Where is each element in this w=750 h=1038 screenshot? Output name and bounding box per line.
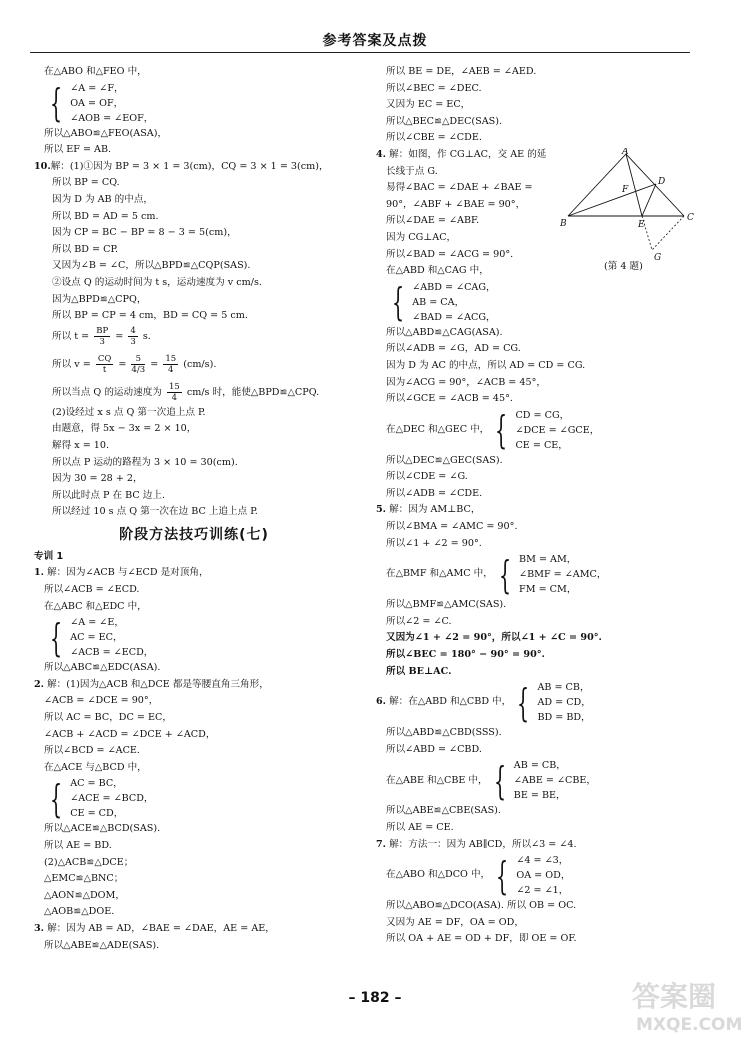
text-line: 解得 x = 10. — [52, 439, 110, 451]
formula-line — [34, 349, 354, 381]
page-header — [0, 0, 750, 58]
numerator: 15 — [168, 381, 180, 392]
header-title: 参考答案及点拨 — [322, 33, 428, 49]
text-line: 所以△ABD≌△CAG(ASA). — [386, 326, 503, 338]
question-number: 6. — [376, 696, 387, 708]
text-line: 在△ACE 与△BCD 中， — [44, 761, 147, 773]
left-brace: { — [50, 81, 63, 126]
left-brace: { — [50, 615, 63, 660]
fraction — [167, 382, 182, 403]
point-label: G — [654, 253, 662, 263]
brace-line: AB = CB， — [513, 760, 566, 772]
brace-system — [34, 615, 354, 660]
formula-text: = — [118, 358, 127, 370]
brace-line: ∠ACB = ∠ECD， — [70, 647, 154, 659]
denominator: 3 — [130, 336, 136, 347]
numerator: 5 — [131, 354, 145, 365]
text-line: 易得∠BAC = ∠DAE + ∠BAE = — [386, 182, 533, 194]
brace-line: AD = CD， — [537, 697, 591, 709]
text-line: 所以∠BEC = ∠DEC. — [386, 82, 482, 94]
segment-ae — [626, 154, 642, 216]
brace-line: BE = BE， — [513, 790, 566, 802]
question-number: 1. — [34, 567, 45, 579]
text-line: (2)设经过 x s 点 Q 第一次追上点 P. — [52, 406, 206, 418]
text-line: 所以 BE = DE，∠AEB = ∠AED. — [386, 66, 537, 77]
left-brace: { — [50, 776, 63, 821]
text-line: 所以∠BMA = ∠AMC = 90°. — [386, 521, 518, 533]
brace-system — [376, 280, 706, 325]
text-line: 在△DEC 和△GEC 中， — [386, 423, 490, 435]
text-line: 所以△ACE≌△BCD(SAS). — [44, 823, 161, 835]
left-brace: { — [392, 280, 405, 325]
brace-line: ∠A = ∠E， — [70, 617, 124, 629]
text-line: 在△ABD 和△CAG 中， — [386, 265, 489, 277]
text-line: 解：在△ABD 和△CBD 中， — [389, 696, 512, 708]
brace-line: AC = EC， — [70, 632, 123, 644]
text-line: 在△ABO 和△FEO 中， — [44, 66, 147, 77]
text-line: 解：如图，作 CG⊥AC，交 AE 的延 — [389, 148, 547, 160]
left-brace: { — [498, 552, 511, 597]
brace-line: CE = CE， — [515, 439, 568, 451]
text-line: 所以△ABE≌△CBE(SAS). — [386, 805, 501, 817]
header-divider — [30, 52, 690, 53]
text-line: 所以∠DAE = ∠ABF. — [386, 215, 480, 227]
text-line: 所以△BMF≌△AMC(SAS). — [386, 599, 507, 611]
text-line: 所以△ABO≌△FEO(ASA)， — [44, 127, 168, 139]
text-line: 长线于点 G. — [386, 165, 438, 177]
brace-line: AC = BC， — [70, 778, 123, 790]
text-line: 因为 30 = 28 + 2， — [52, 473, 143, 485]
text-line: 所以 EF = AB. — [44, 144, 112, 156]
brace-system — [376, 680, 706, 725]
text-line: 所以△ABC≌△EDC(ASA). — [44, 662, 161, 674]
text-line: ②设点 Q 的运动时间为 t s，运动速度为 v cm/s. — [52, 276, 262, 288]
text-line: 所以 AE = CE. — [386, 822, 454, 833]
brace-line: ∠A = ∠F， — [70, 82, 124, 94]
segment-ac — [626, 154, 684, 216]
denominator: 4 — [171, 392, 178, 403]
point-label: D — [658, 177, 666, 187]
text-line: (2)△ACB≌△DCE； — [44, 856, 134, 868]
brace-line: FM = CM， — [519, 584, 577, 596]
watermark-url: MXQE.COM — [636, 1015, 743, 1035]
text-line: 所以∠BAD = ∠ACG = 90°. — [386, 248, 514, 260]
segment-bd — [568, 184, 656, 216]
text-line: 所以 BP = CP = 4 cm，BD = CQ = 5 cm. — [52, 310, 248, 322]
watermark-text: 答案圈 — [632, 980, 717, 1013]
text-line: 在△ABO 和△DCO 中， — [386, 869, 491, 881]
question-number: 5. — [376, 504, 387, 516]
brace-line: ∠ACE = ∠BCD， — [70, 793, 154, 805]
formula-text: s. — [142, 330, 151, 342]
numerator: CQ — [97, 353, 112, 364]
watermark-logo — [628, 972, 744, 1036]
text-line: 所以∠ADB = ∠CDE. — [386, 487, 483, 499]
numerator: 15 — [165, 353, 177, 364]
denominator: 3 — [99, 336, 105, 347]
text-line: 所以 AC = BC，DC = EC， — [44, 712, 172, 724]
brace-line: BD = BD， — [537, 712, 591, 724]
text-line: 解：因为 AM⊥BC， — [389, 504, 481, 516]
point-label: E — [638, 220, 645, 230]
segment-ab — [568, 154, 626, 216]
left-brace: { — [517, 680, 530, 725]
point-label: A — [622, 148, 629, 157]
text-line: 所以∠CBE = ∠CDE. — [386, 132, 482, 144]
brace-line: ∠DCE = ∠GCE， — [515, 424, 600, 436]
text-line: △AON≌△DOM， — [44, 889, 125, 901]
point-label: F — [622, 185, 629, 195]
brace-line: CE = CD， — [70, 808, 124, 820]
formula-text: 所以 v = — [52, 358, 91, 370]
denominator: 4 — [168, 364, 174, 375]
text-line: 所以∠BEC = 180° − 90° = 90°. — [386, 649, 545, 661]
brace-line: CD = CG， — [515, 409, 570, 421]
question-number: 10. — [34, 160, 51, 172]
text-line: 因为 CP = BC − BP = 8 − 3 = 5(cm)， — [52, 227, 237, 239]
formula-text: 所以 t = — [52, 330, 90, 342]
text-line: 解：(1)因为△ACB 和△DCE 都是等腰直角三角形， — [47, 678, 269, 690]
text-line: 又因为∠1 + ∠2 = 90°，所以∠1 + ∠C = 90°. — [386, 632, 602, 644]
brace-line: ∠4 = ∠3， — [516, 855, 569, 867]
text-line: 在△ABE 和△CBE 中， — [386, 774, 488, 786]
brace-line: ∠2 = ∠1， — [516, 885, 569, 897]
brace-line: AB = CB， — [537, 682, 590, 694]
formula-line — [34, 381, 354, 405]
sub-title: 专训 1 — [34, 550, 64, 562]
text-line: 又因为 EC = EC， — [386, 99, 471, 111]
brace-line: BM = AM， — [519, 554, 577, 566]
question-number: 4. — [376, 148, 387, 160]
text-line: ∠ACB + ∠ACD = ∠DCE + ∠ACD， — [44, 728, 216, 740]
question-number: 7. — [376, 838, 387, 850]
brace-line: ∠ABE = ∠CBE， — [513, 775, 596, 787]
text-line: 所以经过 10 s 点 Q 第一次在边 BC 上追上点 P. — [52, 506, 258, 518]
text-line: 所以 BE⊥AC. — [386, 665, 452, 677]
text-line: 所以 AE = BD. — [44, 840, 112, 851]
text-line: 所以 BP = CQ. — [52, 177, 120, 189]
text-line: 所以∠2 = ∠C. — [386, 615, 452, 627]
left-brace: { — [495, 408, 508, 453]
formula-text: cm/s 时，能使△BPD≌△CPQ. — [186, 386, 320, 398]
segment-cg-dashed — [652, 216, 684, 250]
text-line: 因为 D 为 AC 的中点，所以 AD = CD = CG. — [386, 359, 586, 371]
brace-line: OA = OF， — [70, 97, 124, 109]
text-line: 因为∠ACG = 90°，∠ACB = 45°， — [386, 376, 546, 388]
text-line: 解：因为 AB = AD，∠BAE = ∠DAE，AE = AE， — [47, 922, 275, 934]
text-line: 因为 CG⊥AC， — [386, 231, 457, 243]
text-line: 所以△ABO≌△DCO(ASA). 所以 OB = OC. — [386, 900, 577, 912]
formula-text: 所以当点 Q 的运动速度为 — [52, 386, 162, 398]
text-line: 又因为∠B = ∠C，所以△BPD≌△CQP(SAS). — [52, 260, 251, 272]
brace-system — [376, 408, 706, 453]
text-line: 所以∠ACB = ∠ECD. — [44, 584, 140, 596]
page-number: – 182 – — [348, 990, 402, 1006]
denominator: t — [102, 364, 107, 375]
text-line: 所以∠1 + ∠2 = 90°. — [386, 537, 482, 549]
denominator: 4/3 — [131, 364, 146, 375]
text-line: 所以△DEC≌△GEC(SAS). — [386, 454, 503, 466]
text-line: 在△ABC 和△EDC 中， — [44, 600, 147, 612]
text-line: 所以△ABD≌△CBD(SSS). — [386, 727, 502, 739]
text-line: 所以∠CDE = ∠G. — [386, 471, 468, 483]
text-line: 解：(1)①因为 BP = 3 × 1 = 3(cm)，CQ = 3 × 1 = 3(cm)， — [50, 160, 329, 172]
text-line: 解：方法一：因为 AB∥CD，所以∠3 = ∠4. — [389, 838, 577, 850]
numerator: BP — [96, 325, 109, 336]
fraction — [131, 354, 145, 375]
text-line: 所以∠BCD = ∠ACE. — [44, 745, 140, 757]
formula-text: (cm/s). — [183, 358, 217, 370]
formula-text: = — [115, 330, 124, 342]
formula-text: = — [150, 358, 159, 370]
fraction — [96, 354, 113, 375]
point-label: B — [560, 219, 567, 229]
question-number: 2. — [34, 678, 45, 690]
brace-line: ∠BMF = ∠AMC， — [519, 569, 607, 581]
text-line: 所以△ABE≌△ADE(SAS). — [44, 939, 160, 951]
text-line: 由题意，得 5x − 3x = 2 × 10， — [52, 423, 197, 435]
text-line: △EMC≌△BNC； — [44, 873, 124, 885]
text-line: 所以△BEC≌△DEC(SAS). — [386, 115, 503, 127]
text-line: 所以 OA + AE = OD + DF，即 OE = OF. — [386, 933, 577, 945]
left-column — [34, 64, 354, 954]
fraction — [163, 354, 178, 375]
text-line: 90°，∠ABF + ∠BAE = 90°， — [386, 198, 526, 210]
point-label: C — [687, 213, 694, 223]
brace-system — [376, 853, 706, 898]
brace-line: AB = CA， — [412, 296, 465, 308]
text-line: 所以点 P 运动的路程为 3 × 10 = 30(cm). — [52, 456, 238, 468]
question-number: 3. — [34, 922, 45, 934]
brace-system — [376, 552, 706, 597]
text-line: ∠ACB = ∠DCE = 90°， — [44, 695, 159, 707]
text-line: 在△BMF 和△AMC 中， — [386, 568, 493, 580]
brace-system — [376, 758, 706, 803]
fraction — [94, 326, 110, 347]
figure-caption: (第 4 题) — [604, 261, 643, 272]
text-line: 因为△BPD≌△CPQ， — [52, 293, 147, 305]
brace-line: ∠AOB = ∠EOF， — [70, 112, 154, 124]
brace-system — [34, 776, 354, 821]
formula-line — [34, 325, 354, 349]
section-title: 阶段方法技巧训练(七) — [119, 526, 269, 543]
text-line: 所以 BD = CP. — [52, 243, 119, 255]
left-brace: { — [496, 853, 509, 898]
text-line: △AOB≌△DOE. — [44, 906, 115, 918]
text-line: 所以∠ADB = ∠G，AD = CG. — [386, 343, 521, 355]
fraction — [128, 326, 137, 347]
brace-line: ∠BAD = ∠ACG， — [412, 311, 496, 323]
text-line: 又因为 AE = DF，OA = OD， — [386, 916, 524, 928]
brace-system — [34, 81, 354, 126]
text-line: 所以∠ABD = ∠CBD. — [386, 743, 482, 755]
numerator: 4 — [130, 325, 136, 336]
text-line: 所以此时点 P 在 BC 边上. — [52, 489, 166, 501]
brace-line: OA = OD， — [516, 870, 571, 882]
brace-line: ∠ABD = ∠CAG， — [412, 281, 496, 293]
text-line: 所以∠GCE = ∠ACB = 45°. — [386, 393, 513, 405]
text-line: 因为 D 为 AB 的中点， — [52, 193, 154, 205]
geometry-figure — [560, 148, 720, 270]
text-line: 所以 BD = AD = 5 cm. — [52, 210, 159, 222]
left-brace: { — [493, 758, 506, 803]
text-line: 解：因为∠ACB 与∠ECD 是对顶角， — [47, 567, 209, 579]
